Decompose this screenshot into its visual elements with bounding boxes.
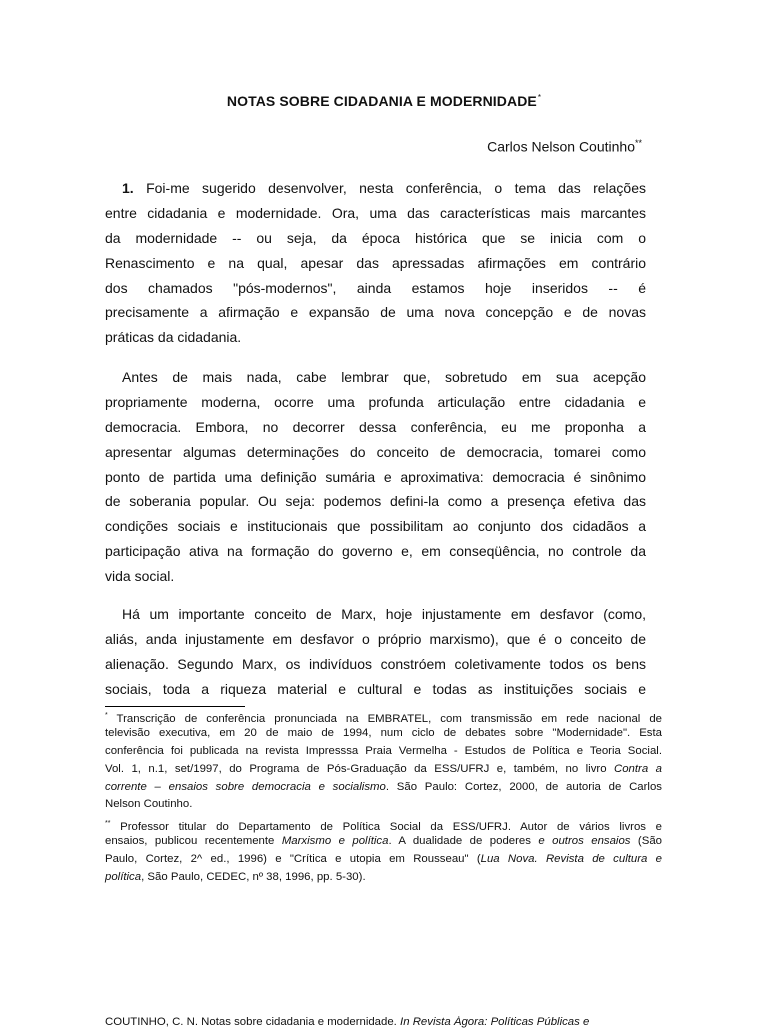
paragraph-line: práticas da cidadania. bbox=[105, 329, 242, 346]
book-title: e outros ensaios bbox=[538, 834, 631, 847]
footnote-1 bbox=[105, 707, 662, 814]
footnote-line bbox=[105, 707, 662, 725]
paragraph-line: Há um importante conceito de Marx, hoje injustamente em desfavor (como, bbox=[122, 606, 646, 622]
footnote-text: ensaios, publicou recentemente bbox=[105, 834, 282, 847]
paragraph-line: entre cidadania e modernidade. Ora, uma das características mais marcantes bbox=[105, 204, 646, 221]
paragraph-1 bbox=[105, 176, 646, 350]
paragraph-line: Antes de mais nada, cabe lembrar que, sobretudo em sua acepção bbox=[122, 369, 646, 385]
section-number: 1. bbox=[122, 180, 134, 196]
footnote-text: Paulo, Cortez, 2^ ed., 1996) e "Crítica e utopia em Rousseau" ( bbox=[105, 852, 481, 865]
book-title: Marxismo e política bbox=[281, 834, 389, 847]
paragraph-3 bbox=[105, 602, 646, 702]
page-footer-citation bbox=[105, 1016, 662, 1028]
footnote-text: Vol. 1, n.1, set/1997, do Programa de Pós-Graduação da ESS/UFRJ e, também, no livro bbox=[105, 762, 614, 775]
footnote-text: , São Paulo, CEDEC, nº 38, 1996, pp. 5-30). bbox=[141, 870, 366, 883]
document-title bbox=[0, 93, 768, 109]
footnote-marker: ** bbox=[105, 820, 111, 827]
paragraph-line-text: Foi-me sugerido desenvolver, nesta conferência, o tema das relações bbox=[146, 180, 647, 196]
footnote-text: (São bbox=[630, 834, 662, 847]
footnote-line bbox=[105, 815, 662, 833]
footer-journal: In Revista Ágora: Políticas Públicas e bbox=[400, 1016, 590, 1028]
paragraph-line: precisamente a afirmação e expansão de uma nova concepção e de novas bbox=[105, 304, 646, 321]
author-line bbox=[487, 138, 642, 155]
paragraph-line: propriamente moderna, ocorre uma profunda articulação entre cidadania e bbox=[105, 393, 646, 410]
book-title: corrente – ensaios sobre democracia e socialismo bbox=[105, 780, 386, 793]
paragraph-2 bbox=[105, 365, 646, 589]
footnote-text: . São Paulo: Cortez, 2000, de autoria de Carlos bbox=[385, 780, 662, 793]
journal-title: política bbox=[105, 870, 142, 883]
footnote-text: . A dualidade de poderes bbox=[388, 834, 539, 847]
footnote-marker: * bbox=[105, 712, 108, 719]
footer-text: COUTINHO, C. N. Notas sobre cidadania e modernidade. bbox=[105, 1016, 401, 1028]
footnote-line bbox=[105, 761, 662, 779]
paragraph-line: da modernidade -- ou seja, da época histórica que se inicia com o bbox=[105, 229, 646, 246]
paragraph-line: de soberania popular. Ou seja: podemos defini-la como a presença efetiva das bbox=[105, 493, 646, 510]
footnote-line bbox=[105, 779, 662, 797]
paragraph-line: dos chamados "pós-modernos", ainda estamos hoje inseridos -- é bbox=[105, 279, 646, 296]
paragraph-line: participação ativa na formação do governo e, em conseqüência, no controle da bbox=[105, 543, 646, 560]
journal-title: Lua Nova. Revista de cultura e bbox=[480, 852, 662, 865]
paragraph-line: alienação. Segundo Marx, os indivíduos constróem coletivamente todos os bens bbox=[105, 655, 646, 672]
footnote-line bbox=[105, 833, 662, 851]
paragraph-line: Renascimento e na qual, apesar das apressadas afirmações em contrário bbox=[105, 254, 646, 271]
footnote-line bbox=[105, 869, 662, 887]
title-footnote-marker[interactable]: * bbox=[537, 93, 542, 103]
paragraph-line: democracia. Embora, no decorrer dessa conferência, eu me proponha a bbox=[105, 418, 646, 435]
footnote-text: Professor titular do Departamento de Política Social da ESS/UFRJ. Autor de vários livros e bbox=[110, 820, 662, 833]
author-name: Carlos Nelson Coutinho bbox=[487, 138, 635, 155]
footnote-text: Transcrição de conferência pronunciada na EMBRATEL, com transmissão em rede nacional de bbox=[116, 712, 662, 725]
paragraph-line: aliás, anda injustamente em desfavor o próprio marxismo), que é o conceito de bbox=[105, 630, 646, 647]
book-title: Contra a bbox=[614, 762, 662, 775]
footnote-2 bbox=[105, 815, 662, 887]
author-footnote-marker[interactable]: ** bbox=[634, 138, 642, 148]
paragraph-line: apresentar algumas determinações do conceito de democracia, tomarei como bbox=[105, 443, 646, 460]
footnote-line bbox=[105, 851, 662, 869]
paragraph-line: vida social. bbox=[105, 568, 175, 585]
title-text: NOTAS SOBRE CIDADANIA E MODERNIDADE bbox=[226, 93, 537, 109]
footnote-line: conferência foi publicada na revista Impresssa Praia Vermelha - Estudos de Política e Teoria Social. bbox=[105, 744, 662, 757]
paragraph-line: ponto de partida uma definição sumária e aproximativa: democracia é sinônimo bbox=[105, 468, 646, 485]
paragraph-line: condições sociais e institucionais que possibilitam ao conjunto dos cidadãos a bbox=[105, 518, 646, 535]
paragraph-line bbox=[105, 176, 646, 201]
paragraph-line: sociais, toda a riqueza material e cultural e todas as instituições sociais e bbox=[105, 680, 646, 697]
footnote-line: televisão executiva, em 20 de maio de 1994, num ciclo de debates sobre "Modernidade". Esta bbox=[105, 726, 662, 739]
footnote-line: Nelson Coutinho. bbox=[105, 798, 193, 811]
